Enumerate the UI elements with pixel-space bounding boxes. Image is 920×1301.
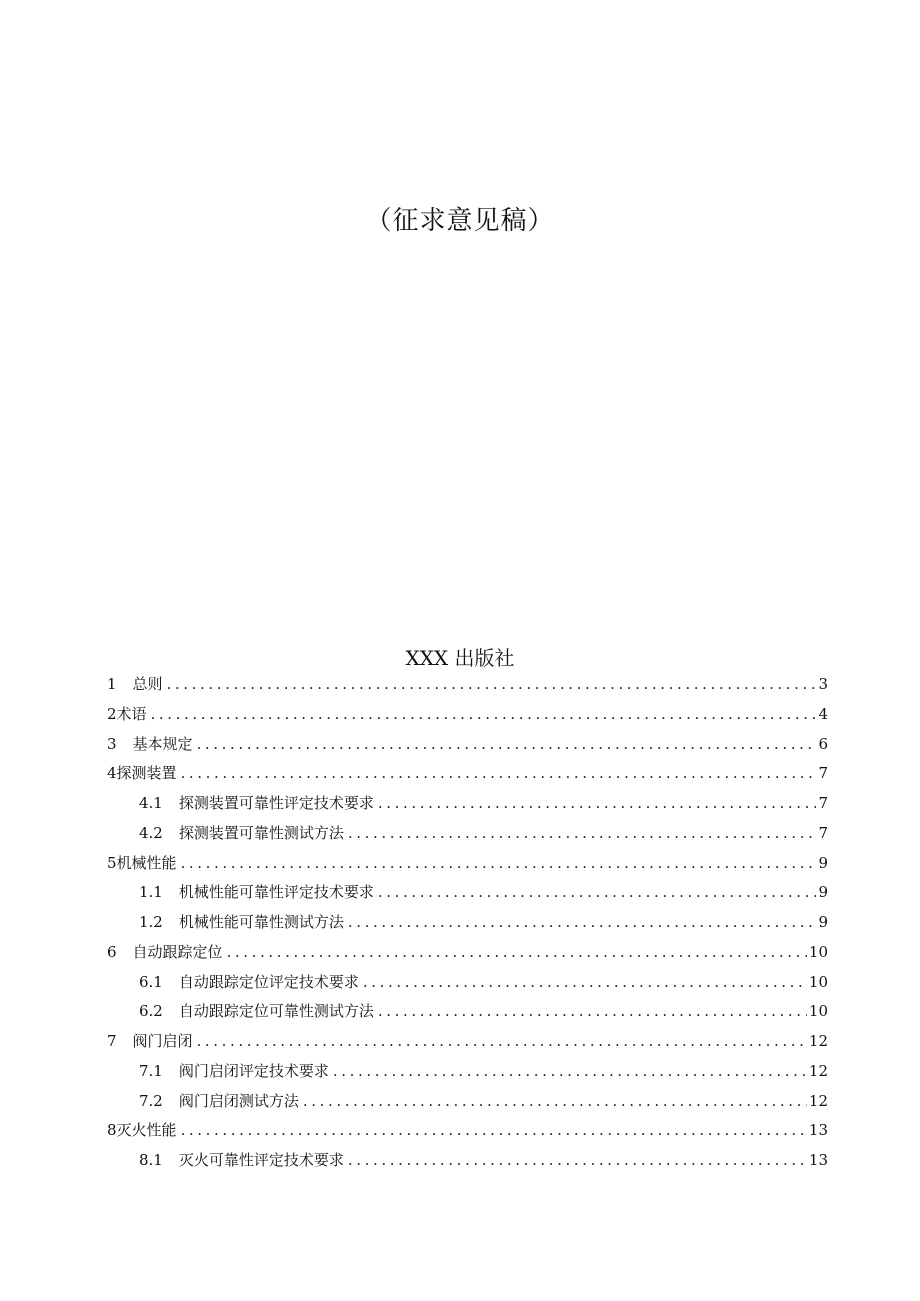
toc-entry-page: 13: [808, 1151, 828, 1169]
toc-entry-number: 1: [107, 675, 117, 693]
toc-entry-title: 基本规定: [132, 734, 193, 753]
toc-entry-title: 阀门启闭测试方法: [178, 1091, 299, 1110]
toc-dot-leader: [197, 1027, 807, 1057]
toc-entry-title: 自动跟踪定位可靠性测试方法: [178, 1002, 374, 1021]
toc-entry-page: 12: [808, 1032, 828, 1050]
toc-entry-number: 1.1: [139, 883, 163, 902]
toc-entry[interactable]: [107, 1027, 828, 1057]
toc-entry[interactable]: [107, 759, 828, 789]
toc-entry[interactable]: [107, 700, 828, 730]
toc-entry-title: 探测装置可靠性测试方法: [178, 823, 344, 842]
toc-entry[interactable]: [107, 968, 828, 998]
toc-entry-number: 2: [107, 704, 117, 723]
toc-entry-title: 总则: [132, 675, 163, 693]
toc-entry-page: 10: [808, 1002, 828, 1021]
toc-entry-page: 6: [818, 734, 828, 753]
toc-dot-leader: [303, 1087, 807, 1117]
toc-dot-leader: [378, 878, 817, 908]
toc-entry[interactable]: [107, 878, 828, 908]
toc-entry-page: 9: [818, 913, 828, 931]
toc-entry-title: 机械性能: [116, 853, 177, 872]
toc-entry[interactable]: [107, 1057, 828, 1087]
toc-dot-leader: [181, 849, 817, 879]
toc-entry-number: 5: [107, 853, 117, 872]
toc-entry[interactable]: [107, 1116, 828, 1146]
toc-dot-leader: [348, 1146, 807, 1176]
toc-entry-title: 探测装置可靠性评定技术要求: [178, 794, 374, 812]
toc-entry-page: 10: [808, 942, 828, 961]
toc-dot-leader: [181, 759, 817, 789]
toc-entry-number: 1.2: [139, 913, 163, 931]
toc-entry-page: 7: [818, 794, 828, 812]
toc-dot-leader: [348, 819, 817, 849]
toc-entry[interactable]: [107, 1146, 828, 1176]
toc-dot-leader: [227, 938, 807, 968]
toc-dot-leader: [151, 700, 817, 730]
toc-entry-number: 4.2: [139, 823, 163, 842]
toc-entry-title: 阀门启闭: [132, 1032, 193, 1050]
toc-entry-title: 自动跟踪定位: [132, 942, 223, 961]
toc-entry[interactable]: [107, 908, 828, 938]
table-of-contents: [107, 670, 828, 1176]
toc-entry-page: 12: [808, 1091, 828, 1110]
toc-entry-page: 12: [808, 1061, 828, 1080]
draft-label: （征求意见稿）: [365, 206, 555, 236]
toc-entry-number: 4: [107, 764, 117, 783]
toc-entry-page: 9: [818, 853, 828, 872]
toc-entry-title: 自动跟踪定位评定技术要求: [178, 972, 359, 991]
toc-entry-number: 4.1: [139, 794, 163, 812]
toc-entry-number: 6.1: [139, 972, 163, 991]
toc-entry-page: 3: [818, 675, 828, 693]
toc-entry-title: 探测装置: [116, 764, 177, 783]
toc-dot-leader: [378, 789, 817, 819]
toc-entry[interactable]: [107, 670, 828, 700]
toc-entry-number: 7.2: [139, 1091, 163, 1110]
toc-entry[interactable]: [107, 1087, 828, 1117]
toc-dot-leader: [181, 1116, 807, 1146]
toc-entry-title: 阀门启闭评定技术要求: [178, 1061, 329, 1080]
toc-entry-title: 机械性能可靠性评定技术要求: [178, 883, 374, 902]
toc-entry[interactable]: [107, 730, 828, 760]
toc-entry-title: 灭火性能: [116, 1121, 177, 1140]
toc-entry[interactable]: [107, 849, 828, 879]
toc-entry-title: 机械性能可靠性测试方法: [178, 913, 344, 931]
toc-dot-leader: [167, 670, 817, 700]
toc-entry[interactable]: [107, 997, 828, 1027]
toc-entry-number: 7.1: [139, 1061, 163, 1080]
toc-entry-number: 8: [107, 1121, 117, 1140]
toc-entry-page: 10: [808, 972, 828, 991]
toc-entry-number: 8.1: [139, 1151, 163, 1169]
toc-entry-title: 术语: [116, 704, 147, 723]
toc-entry-title: 灭火可靠性评定技术要求: [178, 1151, 344, 1169]
toc-dot-leader: [333, 1057, 807, 1087]
toc-entry-page: 13: [808, 1121, 828, 1140]
toc-entry-page: 4: [818, 704, 828, 723]
toc-entry[interactable]: [107, 819, 828, 849]
toc-entry[interactable]: [107, 938, 828, 968]
toc-entry-page: 9: [818, 883, 828, 902]
toc-entry[interactable]: [107, 789, 828, 819]
publisher-name: XXX 出版社: [405, 646, 515, 670]
toc-entry-number: 6.2: [139, 1002, 163, 1021]
toc-dot-leader: [197, 730, 817, 760]
toc-entry-number: 6: [107, 942, 117, 961]
toc-entry-page: 7: [818, 823, 828, 842]
toc-dot-leader: [348, 908, 817, 938]
toc-entry-page: 7: [818, 764, 828, 783]
toc-dot-leader: [378, 997, 807, 1027]
toc-entry-number: 3: [107, 734, 117, 753]
toc-dot-leader: [363, 968, 807, 998]
toc-entry-number: 7: [107, 1032, 117, 1050]
